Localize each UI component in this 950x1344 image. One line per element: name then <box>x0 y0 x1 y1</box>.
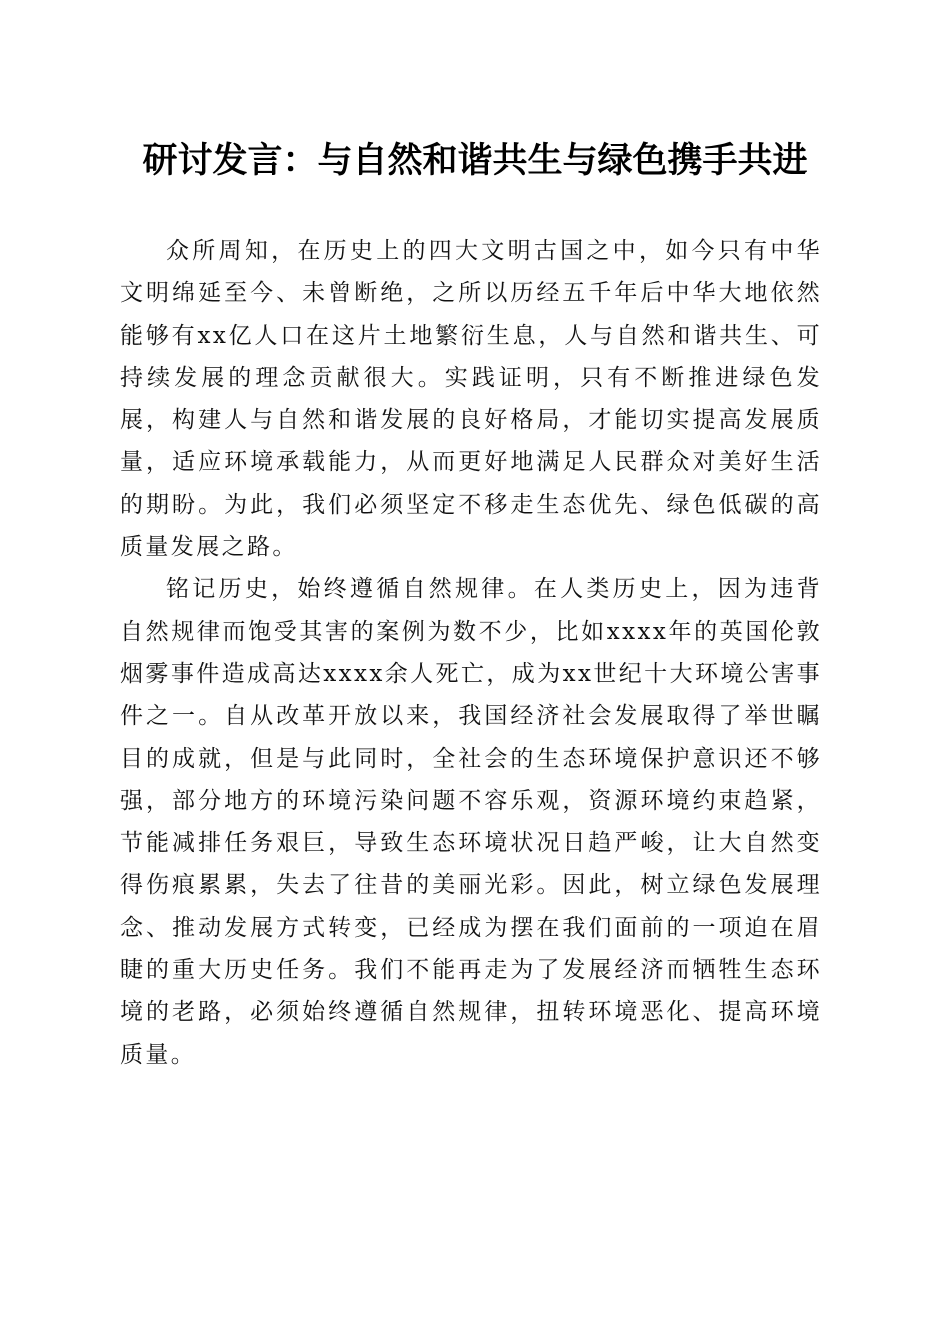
document-body <box>120 230 822 1076</box>
paragraph-1: 众所周知，在历史上的四大文明古国之中，如今只有中华文明绵延至今、未曾断绝，之所以历经五千年后中华大地依然能够有xx亿人口在这片土地繁衍生息，人与自然和谐共生、可持续发展的理念贡献很大。实践证明，只有不断推进绿色发展，构建人与自然和谐发展的良好格局，才能切实提高发展质量，适应环境承载能力，从而更好地满足人民群众对美好生活的期盼。为此，我们必须坚定不移走生态优先、绿色低碳的高质量发展之路。 <box>120 238 822 561</box>
paragraph-2: 铭记历史，始终遵循自然规律。在人类历史上，因为违背自然规律而饱受其害的案例为数不少，比如xxxx年的英国伦敦烟雾事件造成高达xxxx余人死亡，成为xx世纪十大环境公害事件之一。自从改革开放以来，我国经济社会发展取得了举世瞩目的成就，但是与此同时，全社会的生态环境保护意识还不够强，部分地方的环境污染问题不容乐观，资源环境约束趋紧，节能减排任务艰巨，导致生态环境状况日趋严峻，让大自然变得伤痕累累，失去了往昔的美丽光彩。因此，树立绿色发展理念、推动发展方式转变，已经成为摆在我们面前的一项迫在眉睫的重大历史任务。我们不能再走为了发展经济而牺牲生态环境的老路，必须始终遵循自然规律，扭转环境恶化、提高环境质量。 <box>120 576 822 1068</box>
document-title: 研讨发言：与自然和谐共生与绿色携手共进 <box>142 140 808 181</box>
